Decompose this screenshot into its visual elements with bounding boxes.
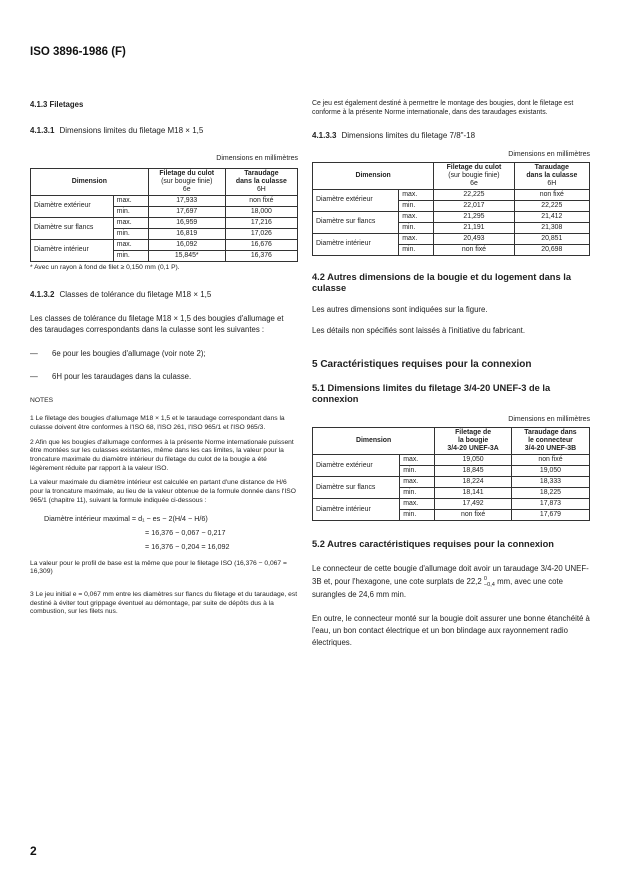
classes-intro: Les classes de tolérance du filetage M18 × 1,5 des bougies d'allumage et des taraudages correspondants dans la culasse sont les suivantes : [30, 313, 284, 335]
section-4-1-3-heading: 4.1.3 Filetages [30, 100, 84, 109]
section-5-2-para-2: En outre, le connecteur monté sur la bougie doit assurer une bonne étanchéité à l'eau, un bon contact électrique et un bon blindage aux rayonnement radio électriques. [312, 614, 590, 648]
note-2b: La valeur maximale du diamètre intérieur est calculée en partant d'une distance de H/6 pour la troncature maximale, au lieu de la valeur obtenue de la formule donnée dans l'ISO 965/1 (chapitre 11), suivant la formule indiquée ci-dessous : [30, 479, 296, 504]
table3 [312, 427, 590, 521]
left-column [30, 100, 298, 617]
table-row: min. non fixé 17,679 [313, 510, 590, 521]
table-row: Diamètre intérieur max. 20,493 20,851 [313, 233, 590, 244]
page-header: ISO 3896-1986 (F) [30, 46, 126, 58]
section-5-1-heading: 5.1 Dimensions limites du filetage 3/4-20 UNEF-3 de la connexion [312, 382, 551, 404]
section-4-1-3-3-heading: 4.1.3.3 Dimensions limites du filetage 7/8"-18 [312, 131, 476, 141]
table-row: min. 15,845* 16,376 [31, 250, 298, 261]
section-4-2-heading: 4.2 Autres dimensions de la bougie et du logement dans la culasse [312, 271, 571, 293]
section-4-2-para-1: Les autres dimensions sont indiquées sur la figure. [312, 304, 488, 314]
section-5-heading: 5 Caractéristiques requises pour la connexion [312, 358, 532, 370]
table2 [312, 162, 590, 256]
table1-col-b: Taraudage dans la culasse 6H [225, 168, 297, 195]
table2-unit: Dimensions en millimètres [508, 150, 590, 158]
table-row: min. 16,819 17,026 [31, 228, 298, 239]
section-5-2-heading: 5.2 Autres caractéristiques requises pour la connexion [312, 539, 554, 550]
equation-line-2: = 16,376 − 0,067 − 0,217 [145, 527, 226, 537]
table-row: Diamètre sur flancs max. 18,224 18,333 [313, 477, 590, 488]
table-row: Diamètre intérieur max. 16,092 16,676 [31, 239, 298, 250]
continued-text: Ce jeu est également destiné à permettre le montage des bougies, dont le filetage est conforme à la présente Norme internationale, dans des taraudages existants. [312, 100, 574, 116]
table-row: Diamètre sur flancs max. 21,295 21,412 [313, 211, 590, 222]
section-4-2-para-2: Les détails non spécifiés sont laissés à l'initiative du fabricant. [312, 326, 525, 336]
section-5-2-para-1: Le connecteur de cette bougie d'allumage doit avoir un taraudage 3/4-20 UNEF-3B et, pour l'hexagone, une cote surplats de 22,2 0 −0,4 mm, avec une cote surangles de 24,6 mm min. [312, 564, 589, 600]
table1-footnote: * Avec un rayon à fond de filet ≥ 0,150 mm (0,1 P). [30, 263, 180, 271]
note-1: 1 Le filetage des bougies d'allumage M18 × 1,5 et le taraudage correspondant dans la culasse doivent être conformes à l'ISO 68, l'ISO 261, l'ISO 965/1 et l'ISO 965/3. [30, 415, 285, 431]
table-row: min. non fixé 20,698 [313, 244, 590, 255]
table3-header-row [313, 428, 590, 455]
table-row: Diamètre sur flancs max. 16,959 17,216 [31, 217, 298, 228]
notes-title: NOTES [30, 396, 54, 404]
table-row: min. 18,141 18,225 [313, 488, 590, 499]
table1-col-a: Filetage du culot (sur bougie finie) 6e [148, 168, 225, 195]
bullet-item: — 6e pour les bougies d'allumage (voir note 2); [30, 348, 206, 358]
tolerance-stack: 0 −0,4 [483, 575, 495, 588]
table-row: Diamètre intérieur max. 17,492 17,873 [313, 499, 590, 510]
table-row: min. 21,191 21,308 [313, 222, 590, 233]
table1 [30, 168, 298, 262]
table-row: min. 22,017 22,225 [313, 200, 590, 211]
note-2c: La valeur pour le profil de base est la même que pour le filetage ISO (16,376 − 0,067 = 16,309) [30, 559, 287, 576]
note-3: 3 Le jeu initial e = 0,067 mm entre les diamètres sur flancs du filetage et du taraudage, est destiné à éviter tout grippage éventuel au démontage, par suite de dépôts dus à la combustion, sur les filets nus. [30, 590, 298, 616]
table2-header-row [313, 162, 590, 189]
bullet-item: — 6H pour les taraudages dans la culasse. [30, 372, 192, 382]
table1-unit: Dimensions en millimètres [216, 155, 298, 163]
equation-line-3: = 16,376 − 0,204 = 16,092 [145, 541, 230, 551]
table2-col-b: Taraudage dans la culasse 6H [514, 162, 589, 189]
page-number: 2 [30, 844, 37, 858]
section-4-1-3-2-heading: 4.1.3.2 Classes de tolérance du filetage M18 × 1,5 [30, 290, 212, 300]
table2-col-a: Filetage du culot (sur bougie finie) 6e [434, 162, 514, 189]
table-row: Diamètre extérieur max. 19,050 non fixé [313, 455, 590, 466]
right-column [312, 100, 590, 649]
table-row: min. 18,845 19,050 [313, 466, 590, 477]
table3-col-a: Filetage de la bougie 3/4-20 UNEF-3A [435, 428, 512, 455]
table-row: Diamètre extérieur max. 22,225 non fixé [313, 189, 590, 200]
table3-col-dim: Dimension [313, 428, 435, 455]
table-row: Diamètre extérieur max. 17,933 non fixé [31, 195, 298, 206]
equation-line-1: Diamètre intérieur maximal = d₁ − es − 2(H/4 − H/6) [44, 513, 208, 523]
table2-col-dim: Dimension [313, 162, 434, 189]
table1-col-dim: Dimension [31, 168, 149, 195]
section-4-1-3-1-heading: 4.1.3.1 Dimensions limites du filetage M18 × 1,5 [30, 126, 204, 136]
table3-unit: Dimensions en millimètres [508, 415, 590, 423]
table3-col-b: Taraudage dans le connecteur 3/4-20 UNEF-3B [511, 428, 589, 455]
note-2: 2 Afin que les bougies d'allumage conformes à la présente Norme internationale puissent être montées sur les culasses existantes, même dans les cas limites, la valeur pour la troncature maximale du diamètre intérieur du filetage du culot de la bougie a été légèrement réduite par rapport à la valeur ISO. [30, 438, 294, 472]
table-row: min. 17,697 18,000 [31, 206, 298, 217]
table1-header-row [31, 168, 298, 195]
